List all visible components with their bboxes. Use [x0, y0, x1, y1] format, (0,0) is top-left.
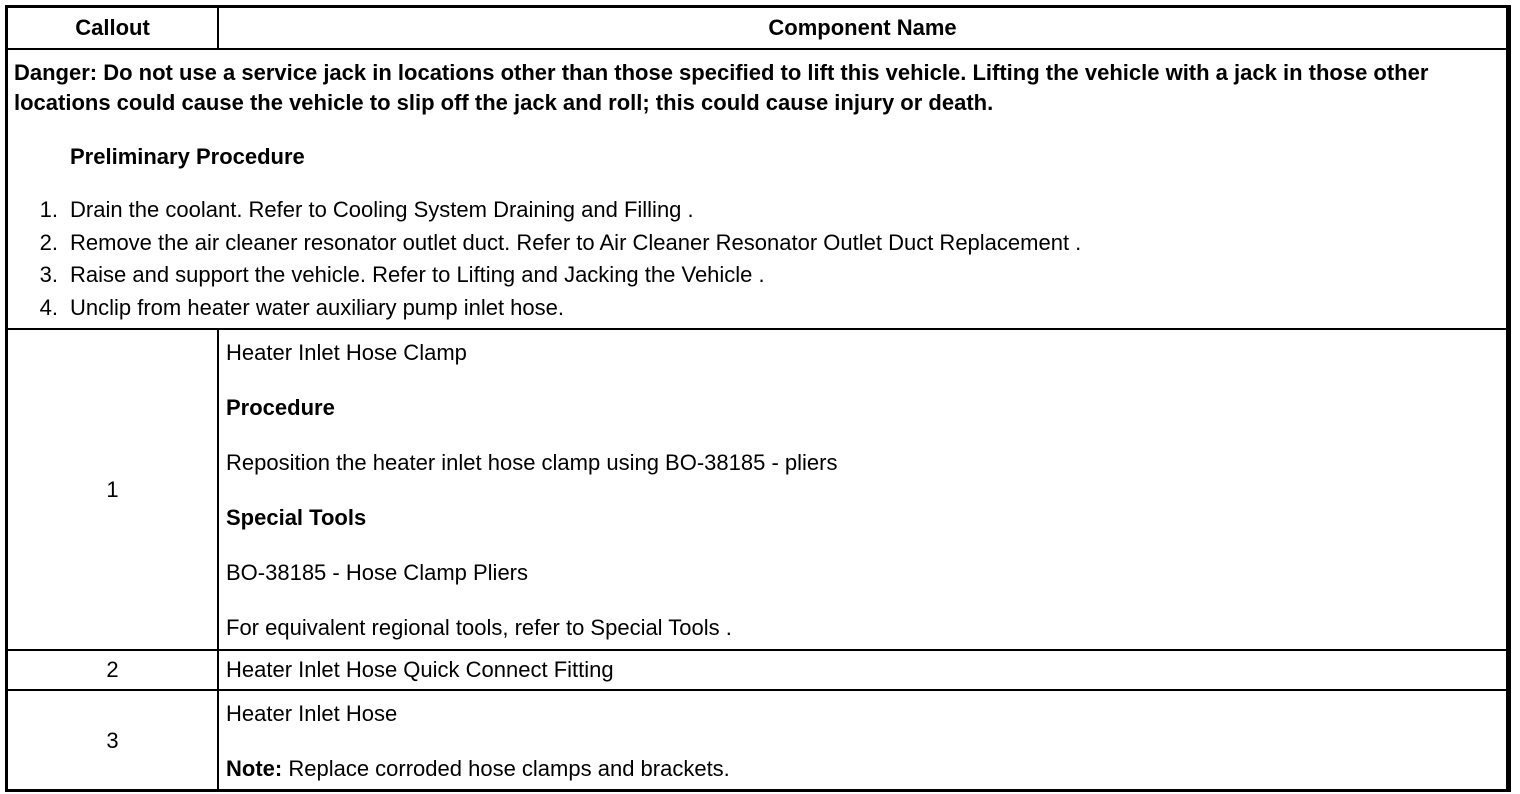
note-text: Replace corroded hose clamps and brackets.: [282, 756, 730, 781]
step-number: 1.: [39, 197, 58, 222]
special-tools-label: Special Tools: [226, 505, 367, 530]
component-name: Heater Inlet Hose Quick Connect Fitting: [218, 650, 1507, 690]
special-tool-item: BO-38185 - Hose Clamp Pliers: [226, 560, 529, 585]
preliminary-row: [7, 49, 1507, 329]
callout-header: Callout: [7, 7, 218, 49]
step-text: Raise and support the vehicle. Refer to Lifting and Jacking the Vehicle .: [70, 262, 765, 287]
list-item: [14, 194, 1500, 227]
callout-number: 1: [7, 329, 218, 650]
preliminary-steps: [14, 194, 1500, 324]
note-label: Note:: [226, 756, 283, 781]
step-number: 2.: [39, 229, 58, 255]
table-row: [7, 329, 1507, 650]
component-cell: [218, 690, 1507, 791]
procedure-label: Procedure: [226, 395, 335, 420]
list-item: [14, 227, 1500, 260]
list-item: [14, 292, 1500, 325]
table-row: [7, 690, 1507, 791]
component-table: [6, 6, 1508, 792]
step-text: Drain the coolant. Refer to Cooling System Draining and Filling .: [70, 197, 694, 222]
note-paragraph: [226, 754, 1498, 784]
step-text: Unclip from heater water auxiliary pump inlet hose.: [70, 294, 565, 320]
preliminary-cell: [7, 49, 1507, 329]
danger-warning: Danger: Do not use a service jack in locations other than those specified to lift this vehicle. Lifting the vehicle with a jack in those other locations could cause the vehicle to slip off the jack and roll; this could cause injury or death.: [14, 60, 1429, 115]
procedure-text: Reposition the heater inlet hose clamp using BO-38185 - pliers: [226, 450, 838, 475]
preliminary-procedure-title: Preliminary Procedure: [70, 144, 305, 169]
callout-number: 3: [7, 690, 218, 791]
callout-number: 2: [7, 650, 218, 690]
table-row: [7, 650, 1507, 690]
component-name: Heater Inlet Hose: [226, 701, 398, 726]
table-header-row: [7, 7, 1507, 49]
list-item: [14, 259, 1500, 292]
step-text: Remove the air cleaner resonator outlet duct. Refer to Air Cleaner Resonator Outlet Duct Replacement .: [70, 229, 1082, 255]
step-number: 4.: [39, 294, 58, 320]
regional-tools-note: For equivalent regional tools, refer to Special Tools .: [226, 615, 732, 640]
component-cell: [218, 329, 1507, 650]
step-number: 3.: [39, 262, 58, 287]
component-name: Heater Inlet Hose Clamp: [226, 340, 467, 365]
component-name-header: Component Name: [218, 7, 1507, 49]
